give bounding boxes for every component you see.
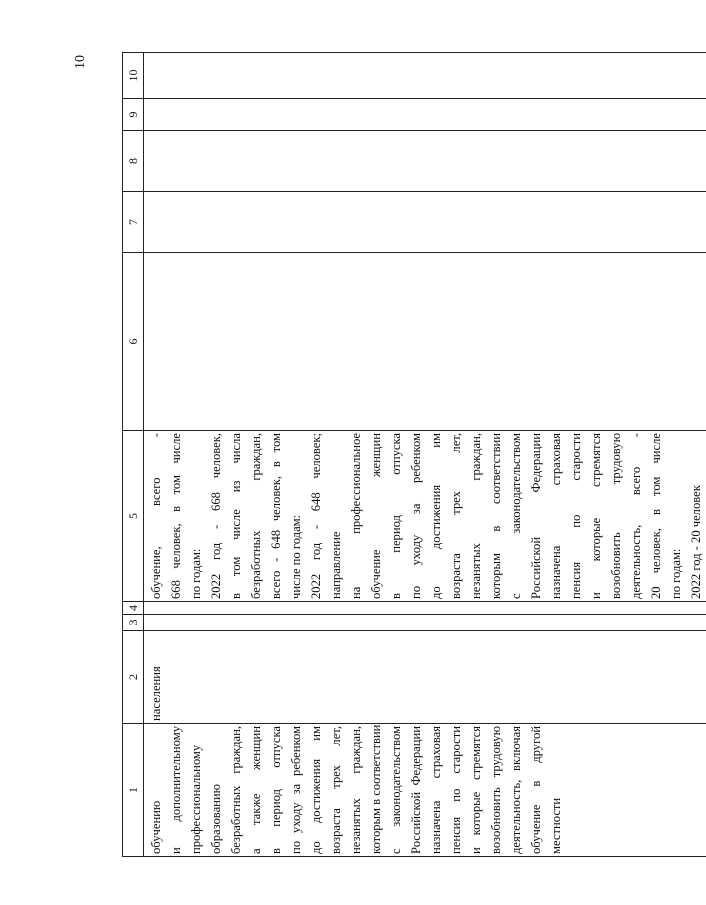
page-number: 10 <box>73 55 88 69</box>
text-line: с законодательством <box>389 726 403 854</box>
col-header-3: 3 <box>123 615 144 631</box>
text-line: 668 человек, в том числе <box>169 433 183 599</box>
text-line: Российской Федерации <box>529 433 543 599</box>
text-line: и которые стремятся <box>469 726 483 854</box>
col-header-10: 10 <box>123 53 144 99</box>
col-header-8: 8 <box>123 131 144 192</box>
text-line: образованию <box>209 783 223 854</box>
text-line: до достижения им <box>429 433 443 599</box>
text-line: безработных граждан, <box>229 726 243 854</box>
text-line: 2022 год - 668 человек, <box>209 433 223 599</box>
text-line: назначена страховая <box>549 433 563 599</box>
cell-col8 <box>144 131 706 192</box>
col-header-1: 1 <box>123 724 144 857</box>
text-line: в том числе из числа <box>229 433 243 599</box>
header-row <box>123 53 144 857</box>
text-line: возобновить трудовую <box>609 433 623 599</box>
cell-col3 <box>144 615 706 631</box>
cell-col1 <box>144 724 706 857</box>
text-line: обучение в другой <box>529 726 543 854</box>
text-line: 20 человек, в том числе <box>649 433 663 599</box>
text-line: деятельность, включая <box>509 726 523 854</box>
text-line: возраста трех лет, <box>449 433 463 599</box>
text-line: возраста трех лет, <box>329 726 343 854</box>
text-line: по годам: <box>669 548 683 599</box>
program-table <box>122 52 706 857</box>
col-header-5: 5 <box>123 431 144 602</box>
text-line: в период отпуска <box>269 726 283 854</box>
rotated-table-container <box>122 53 703 857</box>
text-line: незанятых граждан, <box>349 726 363 854</box>
table-row <box>144 53 706 857</box>
text-line: возобновить трудовую <box>489 726 503 854</box>
text-line: 2022 год - 20 человек <box>689 485 703 599</box>
text-line: Российской Федерации <box>409 726 423 854</box>
text-line: деятельность, всего - <box>629 433 643 599</box>
col1-text <box>144 726 566 854</box>
text-line: профессиональному <box>189 744 203 854</box>
col-header-6: 6 <box>123 253 144 431</box>
text-line: числе по годам: <box>289 514 303 599</box>
cell-col10 <box>144 53 706 99</box>
text-line: которым в соответствии <box>489 433 503 599</box>
text-line: местности <box>549 797 563 854</box>
text-line: безработных граждан, <box>249 433 263 599</box>
col-header-7: 7 <box>123 192 144 253</box>
text-line: с законодательством <box>509 433 523 599</box>
text-line: в период отпуска <box>389 433 403 599</box>
text-line: 2022 год - 648 человек; <box>309 433 323 599</box>
cell-col6 <box>144 253 706 431</box>
cell-col9 <box>144 99 706 131</box>
col-header-9: 9 <box>123 99 144 131</box>
text-line: направление <box>329 531 343 599</box>
cell-col5 <box>144 431 706 602</box>
text-line: обучение, всего - <box>149 433 163 599</box>
text-line: всего - 648 человек, в том <box>269 433 283 599</box>
text-line: которым в соответствии <box>369 724 383 854</box>
col2-text <box>144 633 166 721</box>
text-line: по уходу за ребенком <box>289 726 303 854</box>
text-line: обучению <box>149 800 163 854</box>
text-line: пенсия по старости <box>449 726 463 854</box>
text-line: на профессиональное <box>349 433 363 599</box>
text-line: и дополнительному <box>169 726 183 854</box>
col5-text <box>144 433 706 599</box>
text-line: по годам: <box>189 548 203 599</box>
text-line: и которые стремятся <box>589 433 603 599</box>
text-line: до достижения им <box>309 726 323 854</box>
text-line: по уходу за ребенком <box>409 433 423 599</box>
text-line: незанятых граждан, <box>469 433 483 599</box>
text-line: назначена страховая <box>429 726 443 854</box>
text-line: населения <box>149 666 163 721</box>
cell-col2 <box>144 631 706 724</box>
cell-col4 <box>144 602 706 615</box>
text-line: обучение женщин <box>369 433 383 599</box>
text-line: а также женщин <box>249 726 263 854</box>
col-header-2: 2 <box>123 631 144 724</box>
col-header-4: 4 <box>123 602 144 615</box>
text-line: пенсия по старости <box>569 433 583 599</box>
cell-col7 <box>144 192 706 253</box>
